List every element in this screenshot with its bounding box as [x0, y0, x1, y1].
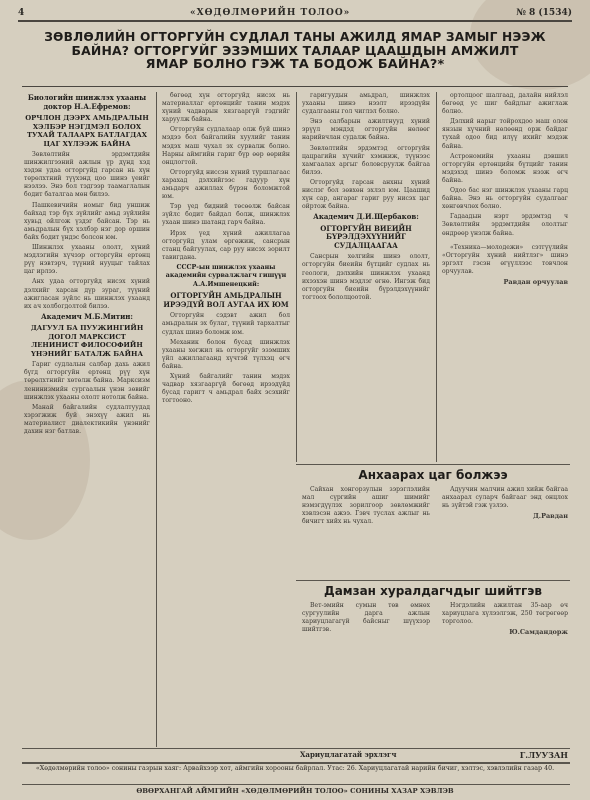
- paragraph: Вет-эмийн сумын төв өмнөх сургуулийн дарга ажлын хариуцлагагүй байсныг шүүхээр шийтгэв.: [302, 602, 430, 634]
- editor-label: Хариуцлагатай эрхлэгч: [300, 750, 397, 759]
- paragraph: Тэр үед бидний төсөөлж байсан зүйлс бодит байдал болж, шинжлэх ухаан шинэ шатанд гарч байна.: [162, 203, 290, 227]
- signature: Д.Равдан: [533, 512, 568, 521]
- paragraph: Дэлхий нарыг тойрохдоо маш олон янзын хүчний нөлөөнд орж байдаг тухай одоо бид илүү ихийг мэдэж байна.: [442, 118, 568, 150]
- byline: СССР-ын шинжлэх ухааны академийн сурвалжлагч гишүүн А.А.Имшенецкий:: [165, 263, 287, 288]
- byline: Биологийн шинжлэх ухааны доктор Н.А.Ефремов:: [27, 93, 147, 111]
- column-rule: [296, 92, 297, 462]
- issue-number: № 8 (1534): [516, 8, 572, 18]
- box1-text-right: [442, 486, 568, 576]
- box2-text-left: [302, 602, 430, 742]
- paragraph: Энэ салбарын ажилтнууд хүний эрүүл мэндэд огторгуйн нөлөөг нарийвчлан судалж байна.: [302, 118, 430, 142]
- editor-line: [300, 750, 568, 760]
- paragraph: ортолцоог шалгаад, далайн нийлэл бөгөөд ус шиг байдлыг ажиглаж болно.: [442, 92, 568, 116]
- paragraph: Манай байгалийн судлалтуудад хэрэгжиж буй энэхүү ажил нь материалист диалектикийн үнэнийг дахин нэг батлав.: [24, 403, 150, 436]
- paragraph: Огторгуйн судлалаар олж буй шинэ мэдээ бол байгалийн хуулийг танин мэдэх маш чухал эх сурвалж болно. Нарны аймгийн гариг бүр өөр өөрийн онцлогтой.: [162, 126, 290, 166]
- editor-name: Г.ЛУУЗАН: [519, 750, 568, 760]
- paragraph: Хүний байгалийг танин мэдэх чадвар хязгааргүй бөгөөд ирээдүйд бусад гаригт ч амьдрал байх эсэхийг тогтооно.: [162, 373, 290, 405]
- paragraph: Пашкевичийн номыг бид уншиж байхад тэр бүх зүйлийг амьд зүйлийн хувьд ойлгож үздэг байсан. Тэр нь амьдралын бүх хэлбэр нэг дор оршин байх бодит үндэс болсон юм.: [24, 201, 150, 241]
- column-1: [24, 92, 150, 744]
- article-subhead: ОРЧЛОН ДЭЭРХ АМЬДРАЛЫН ХЭЛБЭР НЭГДМЭЛ БОЛОХ ТУХАЙ ТАЛААРХ БАТЛАГДАХ ЦАГ ХҮЛЭЭЖ БАЙНА: [25, 114, 149, 148]
- paragraph: Огторгуйд ниссэн хүний туршлагаас харахад дэлхийгээс гадуур хүн амьдарч ажиллах бүрэн боломжтой юм.: [162, 168, 290, 201]
- box1-title: Анхаарах цаг болжээ: [358, 468, 508, 482]
- page-number: 4: [18, 8, 25, 18]
- byline: Академич Д.И.Щербаков:: [313, 212, 419, 222]
- paragraph: Огторгуйд гарсан анхны хүний нислэг бол зөвхөн эхлэл юм. Цаашид хүн сар, ангараг гариг руу нисэх цаг ойртож байна.: [302, 178, 430, 211]
- column-rule: [436, 92, 437, 462]
- column-3: [302, 92, 430, 460]
- byline: Академич М.Б.Митин:: [40, 311, 134, 321]
- masthead: [18, 6, 572, 22]
- box2-text-right: [442, 602, 568, 742]
- paragraph: Гариг судлалын салбар дахь ажил бүгд огторгуйн ертөнц рүү хүн төрөлхтнийг хөтөлж байна. Марксизм ленинизмийн сургаалын үнэн зөвийг шинжлэх ухааны ололт нотолж байна.: [24, 361, 150, 401]
- paragraph: Одоо бас нэг шинжлэх ухааны гарц байна. Энэ нь огторгуйн судалгааг хөнгөвчлөх болно.: [442, 187, 568, 211]
- paragraph: Зөвлөлтийн эрдэмтдийн шинжилгээний ажлын үр дүнд хэд хэдэн удаа огторгуйд гарсан нь хүн төрөлхтний түүхэнд цоо шинэ үеийг нээлээ. Энэ бол тэдгээр таамаглалын бодит баталгаа мөн билээ.: [24, 151, 150, 199]
- source-note: «Техника—молодежи» сэтгүүлийн «Огторгуйн хүний нийтлэг» шинэ эргэлт гэсэн өгүүллээс товчлон орчуулав.: [442, 243, 568, 275]
- footer-address: «Хөдөлмөрийн толоо» сонины газрын хаяг: Арвайхээр хот, аймгийн хорооны байрлал. Утас: 26. Хариуцлагатай нарийн бичиг, хэлтэс, хэвлэлийн газар 40.: [35, 765, 555, 772]
- section-rule: [296, 580, 570, 581]
- signature: Ю.Самдандорж: [509, 628, 568, 637]
- article-subhead: ОГТОРГУЙН АМЬДРАЛЫН ИРЭЭДҮЙ ВОЛ АУГАА ИХ ЮМ: [163, 291, 289, 309]
- paragraph: Анх удаа огторгуйд нисэх хүний дэлхийг харсан дүр зураг, түүний ажигласан зүйлс нь шинжлэх ухаанд их ач холбогдолтой билээ.: [24, 278, 150, 310]
- footer-rule: [22, 748, 570, 749]
- article-subhead: ОГТОРГУЙН ВИЕИЙН БҮРЭЛДЭХҮҮНИЙГ СУДАЛЦААГАА: [320, 223, 412, 250]
- paragraph: Нэгдэлийн ажилтан 35-аар өч хариуцлага хүлээлгэж, 250 төгрөгөөр торголоо.: [442, 602, 568, 626]
- footer-rule: [22, 762, 570, 764]
- paragraph: гаригуудын амьдрал, шинжлэх ухааны шинэ нээлт ирээдүйн судалгааны гол чиглэл болно.: [302, 92, 430, 116]
- headline-line-1: ЗӨВЛӨЛИЙН ОГТОРГУЙН СУДЛАЛ ТАНЫ АЖИЛД ЯМАР ЗАМЫГ НЭЭЖ: [44, 30, 546, 44]
- box2-title: Дамзан хуралдагчдыг шийтгэв: [324, 584, 542, 598]
- section-rule: [296, 464, 570, 465]
- paragraph: Ирэх үед хүний ажиллагаа огторгуйд улам өргөжиж, сансрын станц байгуулах, сар руу нисэх зорилт тавигдана.: [162, 229, 290, 261]
- column-rule: [156, 92, 157, 747]
- footer-printer: ӨВӨРХАНГАЙ АЙМГИЙН «ХӨДӨЛМӨРИЙН ТОЛОО» СОНИНЫ ХАЗАР ХЭВЛЭВ: [136, 787, 454, 795]
- paragraph: Адуучин малчин ажил хийж байгаа анхаарал суларч байгааг энд онцлох нь зүйтэй гэж үзлээ.: [442, 486, 568, 510]
- footer-rule: [22, 784, 570, 785]
- headline-line-2: БАЙНА? ОГТОРГУЙГ ЭЗЭМШИХ ТАЛААР ЦААШДЫН АМЖИЛТ: [71, 43, 519, 58]
- paragraph: Шинжлэх ухааны ололт, хүний мэдлэгийн хүчээр огторгуйн ертөнц рүү нэвтэрч, түүний нууцыг тайлах цаг ирлээ.: [24, 244, 150, 276]
- paragraph: Зөвлөлтийн эрдэмтэд огторгуйн цацрагийн хүчийг хэмжиж, түүнээс хамгаалах аргыг боловсруулж байгаа билээ.: [302, 144, 430, 176]
- article-subhead: ДАГУУЛ БА ПУУЖИНГИЙН ДОГОЛ МАРКСИСТ ЛЕНИНИСТ ФИЛОСОФИЙН ҮНЭНИЙГ БАТАЛЖ БАЙНА: [30, 324, 144, 358]
- box1-text-left: [302, 486, 430, 576]
- newspaper-title: «ХӨДӨЛМӨРИЙН ТОЛОО»: [190, 8, 351, 18]
- paragraph: бөгөөд хүн огторгуйд нисэх нь материаллаг ертөнцийг танин мэдэх хүний чадварын хязгааргүй гэдгийг харуулж байна.: [162, 92, 290, 124]
- paragraph: Механик болон бусад шинжлэх ухааны хөгжил нь огторгуйг эзэмших үйл ажиллагаанд хүчтэй түлхэц өгч байна.: [162, 338, 290, 370]
- main-headline: [22, 24, 568, 87]
- paragraph: Астрономийн ухааны дэвшил огторгуйн ертөнцийн бүтцийг танин мэдэхэд шинэ боломж нээж өгч байна.: [442, 152, 568, 184]
- paragraph: Сайхан хонгорзулын зэрэглэлийн мал сүргийн ашиг шимийг нэмэгдүүлэх зорилгоор зөвлөмжийг хэвлэсэн ажээ. Гэвч туслах ажлыг нь бичигт хийх нь чухал.: [302, 486, 430, 526]
- paragraph: Гадаадын нэрт эрдэмтэд ч Зөвлөлтийн эрдэмтдийн ололтыг өндрөөр үнэлж байна.: [442, 213, 568, 237]
- headline-line-3: ЯМАР БОЛНО ГЭЖ ТА БОДОЖ БАЙНА?*: [145, 57, 445, 72]
- paragraph: Огторгуйн сэдэвт ажил бол амьдралын эх булаг, түүний тархалтыг судлах шинэ боломж юм.: [162, 312, 290, 336]
- translator-signature: Равдан орчуулав: [503, 277, 568, 286]
- paragraph: Сансрын хөлгийн шинэ ололт, огторгуйн биеийн бүтцийг судлах нь геологи, дэлхийн шинжлэх ухаанд ихээхэн шинэ мэдлэг өгнө. Ингэж бид огторгуйн биеийн бүрэлдэхүүнийг тогтоох бололцоотой.: [302, 253, 430, 301]
- column-4: [442, 92, 568, 460]
- column-2: [162, 92, 290, 558]
